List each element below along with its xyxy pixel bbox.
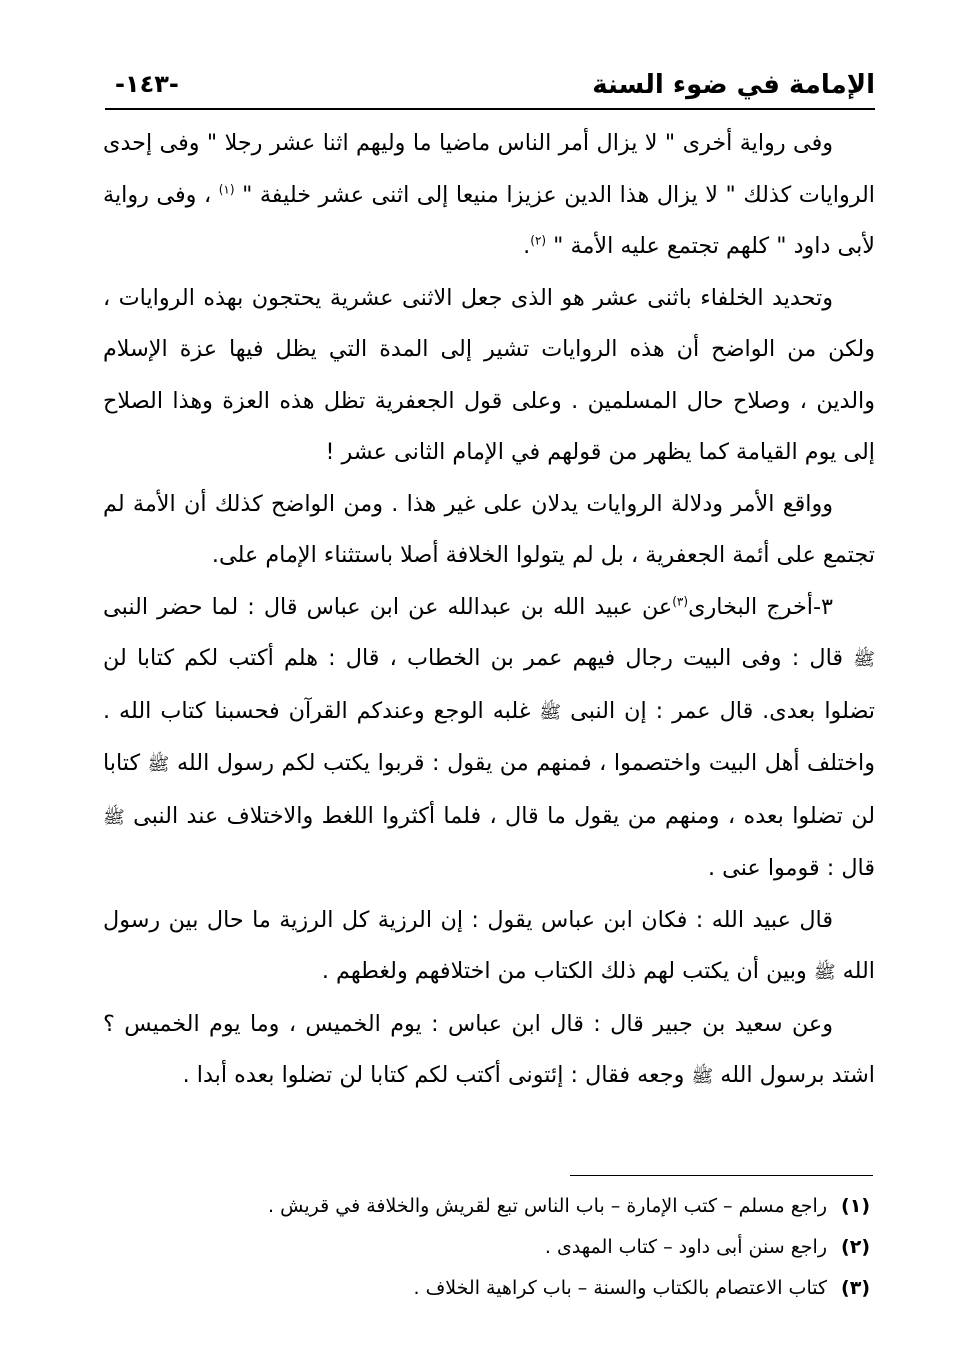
paragraph-1-text-c: .	[523, 233, 531, 259]
footnote-rule	[570, 1175, 873, 1176]
footnote-number: (٣)	[841, 1277, 870, 1299]
paragraph-5-text-b: وبين أن يكتب لهم ذلك الكتاب من اختلافهم ولغطهم .	[321, 958, 814, 984]
footnote-text: راجع مسلم – كتب الإمارة – باب الناس تبع لقريش والخلافة في قريش .	[268, 1195, 828, 1217]
paragraph-6-text-b: وجعه فقال : إئتونى أكتب لكم كتابا لن تضلوا بعده أبدا .	[182, 1062, 692, 1088]
footnote-ref-2: (٢)	[530, 233, 547, 248]
pbuh-ligature: ﷺ	[813, 962, 836, 983]
running-title: الإمامة في ضوء السنة	[592, 70, 875, 100]
main-text	[103, 118, 875, 1103]
pbuh-ligature: ﷺ	[853, 649, 875, 670]
paragraph-1-text-b: ، وفى رواية لأبى داود " كلهم تجتمع عليه الأمة "	[103, 181, 875, 259]
page-number: -١٤٣-	[115, 70, 179, 98]
paragraph-5-text-a: قال عبيد الله : فكان ابن عباس يقول : إن الرزية كل الرزية ما حال بين رسول الله	[103, 906, 875, 984]
footnote-text: راجع سنن أبى داود – كتاب المهدى .	[544, 1236, 828, 1258]
paragraph-1	[103, 118, 875, 273]
footnote-number: (١)	[841, 1195, 870, 1217]
paragraph-2: وتحديد الخلفاء باثنى عشر هو الذى جعل الاثنى عشرية يحتجون بهذه الروايات ، ولكن من الواضح أن هذه الروايات تشير إلى المدة التي يظل فيها عزة الإسلام والدين ، وصلاح حال المسلمين . وعلى قول الجعفرية تظل هذه العزة وهذا الصلاح إلى يوم القيامة كما يظهر من قولهم في الإمام الثانى عشر !	[103, 284, 875, 465]
paragraph-3: وواقع الأمر ودلالة الروايات يدلان على غير هذا . ومن الواضح كذلك أن الأمة لم تجتمع على أئمة الجعفرية ، بل لم يتولوا الخلافة أصلا باستثناء الإمام على.	[103, 490, 875, 568]
paragraph-4-text-b: عن عبيد الله بن عبدالله عن ابن عباس قال : لما حضر النبى	[103, 593, 673, 620]
paragraph-4-text-e: كتابا لن تضلوا بعده ، ومنهم من يقول ما قال ، فلما أكثروا اللغط والاختلاف عند النبى	[103, 750, 875, 829]
footnote-ref-3: (٣)	[672, 594, 689, 609]
paragraph-4-text-a: ٣-أخرج البخارى	[688, 593, 833, 620]
page-header	[105, 66, 875, 110]
paragraph-4-text-f: قال : قوموا عنى .	[707, 855, 875, 881]
pbuh-ligature: ﷺ	[539, 701, 562, 723]
footnote-ref-1: (١)	[218, 182, 235, 197]
pbuh-ligature: ﷺ	[103, 806, 125, 828]
pbuh-ligature: ﷺ	[147, 754, 170, 775]
footnote-1	[200, 1186, 870, 1227]
paragraph-4	[103, 582, 875, 895]
footnote-text: كتاب الاعتصام بالكتاب والسنة – باب كراهية الخلاف .	[413, 1277, 828, 1299]
paragraph-4-text-c: قال : وفى البيت رجال فيهم عمر بن الخطاب ، قال : هلم أكتب لكم كتابا لن تضلوا بعدى. قال عمر : إن النبى	[103, 645, 875, 724]
footnote-3	[200, 1268, 870, 1309]
pbuh-ligature: ﷺ	[691, 1066, 714, 1087]
footnote-number: (٢)	[841, 1236, 870, 1258]
paragraph-1-text-a: وفى رواية أخرى " لا يزال أمر الناس ماضيا ما وليهم اثنا عشر رجلا " وفى إحدى الروايات كذلك " لا يزال هذا الدين عزيزا منيعا إلى اثنى عشر خليفة "	[103, 130, 875, 208]
paragraph-4-text-d: غلبه الوجع وعندكم القرآن فحسبنا كتاب الله . واختلف أهل البيت واختصموا ، فمنهم من يقول : قربوا يكتب لكم رسول الله	[103, 697, 875, 776]
footnote-2	[200, 1227, 870, 1268]
paragraph-6-text-a: وعن سعيد بن جبير قال : قال ابن عباس : يوم الخميس ، وما يوم الخميس ؟ اشتد برسول الله	[103, 1010, 875, 1088]
footnotes	[200, 1186, 870, 1309]
paragraph-5	[103, 895, 875, 999]
paragraph-6	[103, 999, 875, 1103]
header-rule	[105, 108, 875, 110]
